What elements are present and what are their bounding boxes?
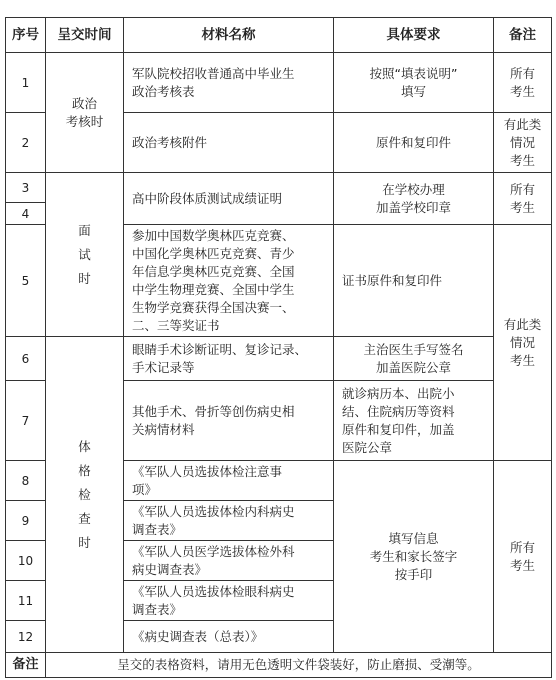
- row-number: 6: [6, 337, 46, 381]
- requirement: 主治医生手写签名 加盖医院公章: [334, 337, 494, 381]
- row-number: 8: [6, 461, 46, 501]
- remark: 所有 考生: [494, 53, 552, 113]
- requirement: 在学校办理 加盖学校印章: [334, 173, 494, 225]
- material-name: 政治考核附件: [124, 113, 334, 173]
- row-number: 4: [6, 203, 46, 225]
- row-number: 1: [6, 53, 46, 113]
- remark: 所有 考生: [494, 461, 552, 653]
- header-no: 序号: [6, 18, 46, 53]
- footer-row: [6, 653, 552, 678]
- header-requirement: 具体要求: [334, 18, 494, 53]
- material-name: 《军队人员医学选拔体检外科 病史调查表》: [124, 541, 334, 581]
- material-name: 参加中国数学奥林匹克竞赛、 中国化学奥林匹克竞赛、青少 年信息学奥林匹克竞赛、全国 中学生物理竞赛、全国中学生 生物学竞赛获得全国决赛一、 二、三等奖证书: [124, 225, 334, 337]
- row-number: 5: [6, 225, 46, 337]
- material-name: 军队院校招收普通高中毕业生 政治考核表: [124, 53, 334, 113]
- requirement: 就诊病历本、出院小 结、住院病历等资料 原件和复印件，加盖 医院公章: [334, 381, 494, 461]
- row-number: 2: [6, 113, 46, 173]
- row-number: 3: [6, 173, 46, 203]
- requirement: 原件和复印件: [334, 113, 494, 173]
- material-name: 眼睛手术诊断证明、复诊记录、 手术记录等: [124, 337, 334, 381]
- footer-label: 备注: [6, 653, 46, 678]
- remark: 有此类 情况 考生: [494, 113, 552, 173]
- requirement: 按照“填表说明” 填写: [334, 53, 494, 113]
- row-number: 12: [6, 621, 46, 653]
- time-political: 政治 考核时: [46, 53, 124, 173]
- material-name: 《军队人员选拔体检眼科病史 调查表》: [124, 581, 334, 621]
- material-name: 《军队人员选拔体检内科病史 调查表》: [124, 501, 334, 541]
- header-material: 材料名称: [124, 18, 334, 53]
- time-physical: [46, 337, 124, 653]
- table-row: [6, 53, 552, 113]
- remark: 所有 考生: [494, 173, 552, 225]
- time-interview-label: 面试时: [78, 222, 91, 286]
- header-time: 呈交时间: [46, 18, 124, 53]
- time-physical-label: 体格检查时: [78, 438, 91, 550]
- row-number: 7: [6, 381, 46, 461]
- row-number: 10: [6, 541, 46, 581]
- header-row: [6, 18, 552, 53]
- materials-table: [5, 17, 552, 678]
- table-row: [6, 337, 552, 381]
- header-remark: 备注: [494, 18, 552, 53]
- requirement: 证书原件和复印件: [334, 225, 494, 337]
- material-name: 高中阶段体质测试成绩证明: [124, 173, 334, 225]
- table-row: [6, 173, 552, 203]
- row-number: 11: [6, 581, 46, 621]
- material-name: 《军队人员选拔体检注意事 项》: [124, 461, 334, 501]
- requirement: 填写信息 考生和家长签字 按手印: [334, 461, 494, 653]
- material-name: 《病史调查表（总表）》: [124, 621, 334, 653]
- time-interview: [46, 173, 124, 337]
- footer-text: 呈交的表格资料，请用无色透明文件袋装好，防止磨损、受潮等。: [46, 653, 552, 678]
- row-number: 9: [6, 501, 46, 541]
- material-name: 其他手术、骨折等创伤病史相 关病情材料: [124, 381, 334, 461]
- remark: 有此类 情况 考生: [494, 225, 552, 461]
